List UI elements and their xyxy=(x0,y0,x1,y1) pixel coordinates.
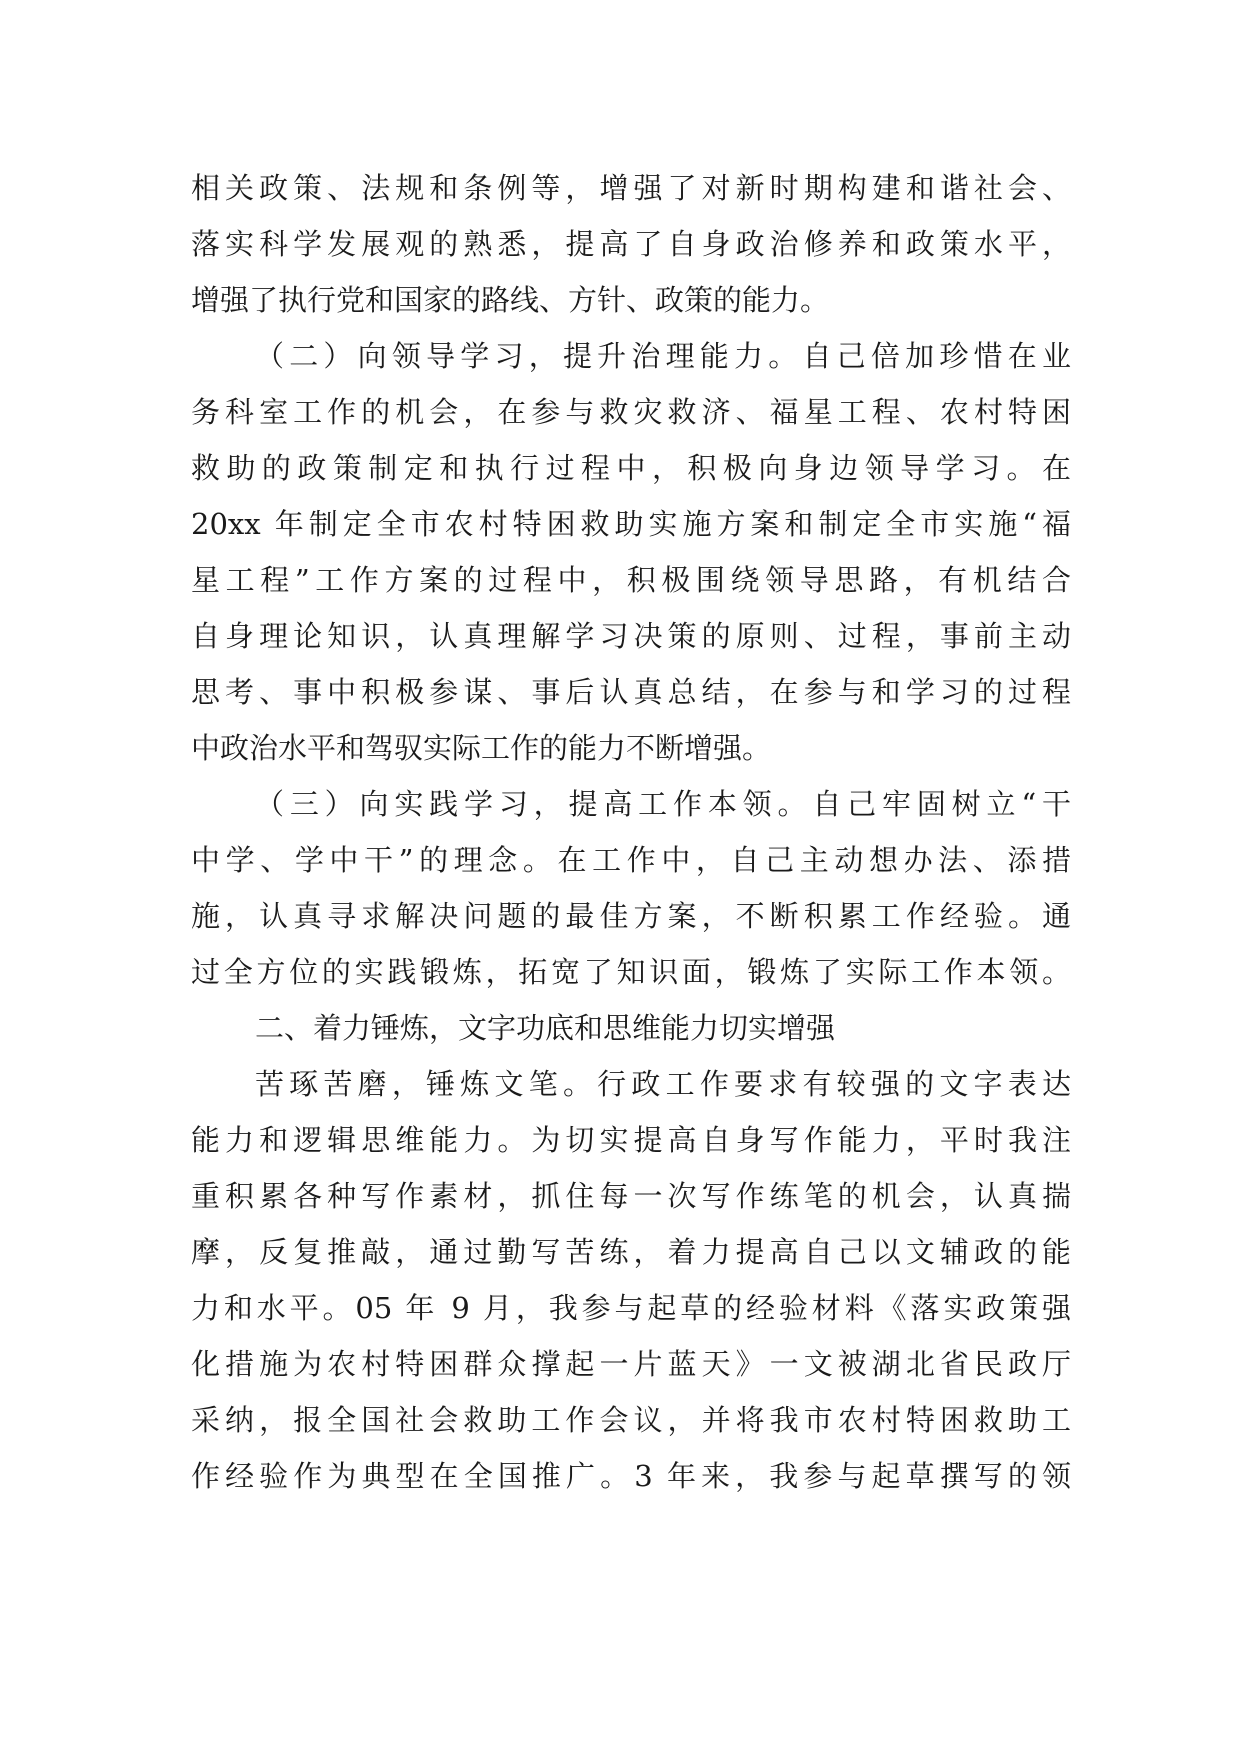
text-line: 苦琢苦磨，锤炼文笔。行政工作要求有较强的文字表达 xyxy=(255,1067,1071,1101)
text-line: 过全方位的实践锻炼，拓宽了知识面，锻炼了实际工作本领。 xyxy=(191,955,1071,989)
text-line: 重积累各种写作素材，抓住每一次写作练笔的机会，认真揣 xyxy=(191,1179,1071,1213)
text-line: 化措施为农村特困群众撑起一片蓝天》一文被湖北省民政厅 xyxy=(191,1347,1071,1381)
text-line: 落实科学发展观的熟悉，提高了自身政治修养和政策水平， xyxy=(191,227,1071,261)
text-line: 务科室工作的机会，在参与救灾救济、福星工程、农村特困 xyxy=(191,395,1071,429)
text-line: 星工程”工作方案的过程中，积极围绕领导思路，有机结合 xyxy=(191,563,1071,597)
text-line: 救助的政策制定和执行过程中，积极向身边领导学习。在 xyxy=(191,451,1071,485)
text-line: 施，认真寻求解决问题的最佳方案，不断积累工作经验。通 xyxy=(191,899,1071,933)
text-line: 思考、事中积极参谋、事后认真总结，在参与和学习的过程 xyxy=(191,675,1071,709)
text-line: 采纳，报全国社会救助工作会议，并将我市农村特困救助工 xyxy=(191,1403,1071,1437)
text-line: 作经验作为典型在全国推广。3 年来，我参与起草撰写的领 xyxy=(191,1459,1071,1493)
text-line: （二）向领导学习，提升治理能力。自己倍加珍惜在业 xyxy=(255,339,1071,373)
text-line: 20xx 年制定全市农村特困救助实施方案和制定全市实施“福 xyxy=(191,507,1071,541)
text-line: 中政治水平和驾驭实际工作的能力不断增强。 xyxy=(191,731,772,765)
text-line: 能力和逻辑思维能力。为切实提高自身写作能力，平时我注 xyxy=(191,1123,1071,1157)
document-body xyxy=(191,160,1071,1504)
text-line: 增强了执行党和国家的路线、方针、政策的能力。 xyxy=(191,283,830,317)
text-line: 自身理论知识，认真理解学习决策的原则、过程，事前主动 xyxy=(191,619,1071,653)
text-line: 力和水平。05 年 9 月，我参与起草的经验材料《落实政策强 xyxy=(191,1291,1071,1325)
text-line: 摩，反复推敲，通过勤写苦练，着力提高自己以文辅政的能 xyxy=(191,1235,1071,1269)
text-line: （三）向实践学习，提高工作本领。自己牢固树立“干 xyxy=(255,787,1071,821)
text-line: 相关政策、法规和条例等，增强了对新时期构建和谐社会、 xyxy=(191,171,1071,205)
text-line: 二、着力锤炼，文字功底和思维能力切实增强 xyxy=(255,1011,836,1045)
text-line: 中学、学中干”的理念。在工作中，自己主动想办法、添措 xyxy=(191,843,1071,877)
